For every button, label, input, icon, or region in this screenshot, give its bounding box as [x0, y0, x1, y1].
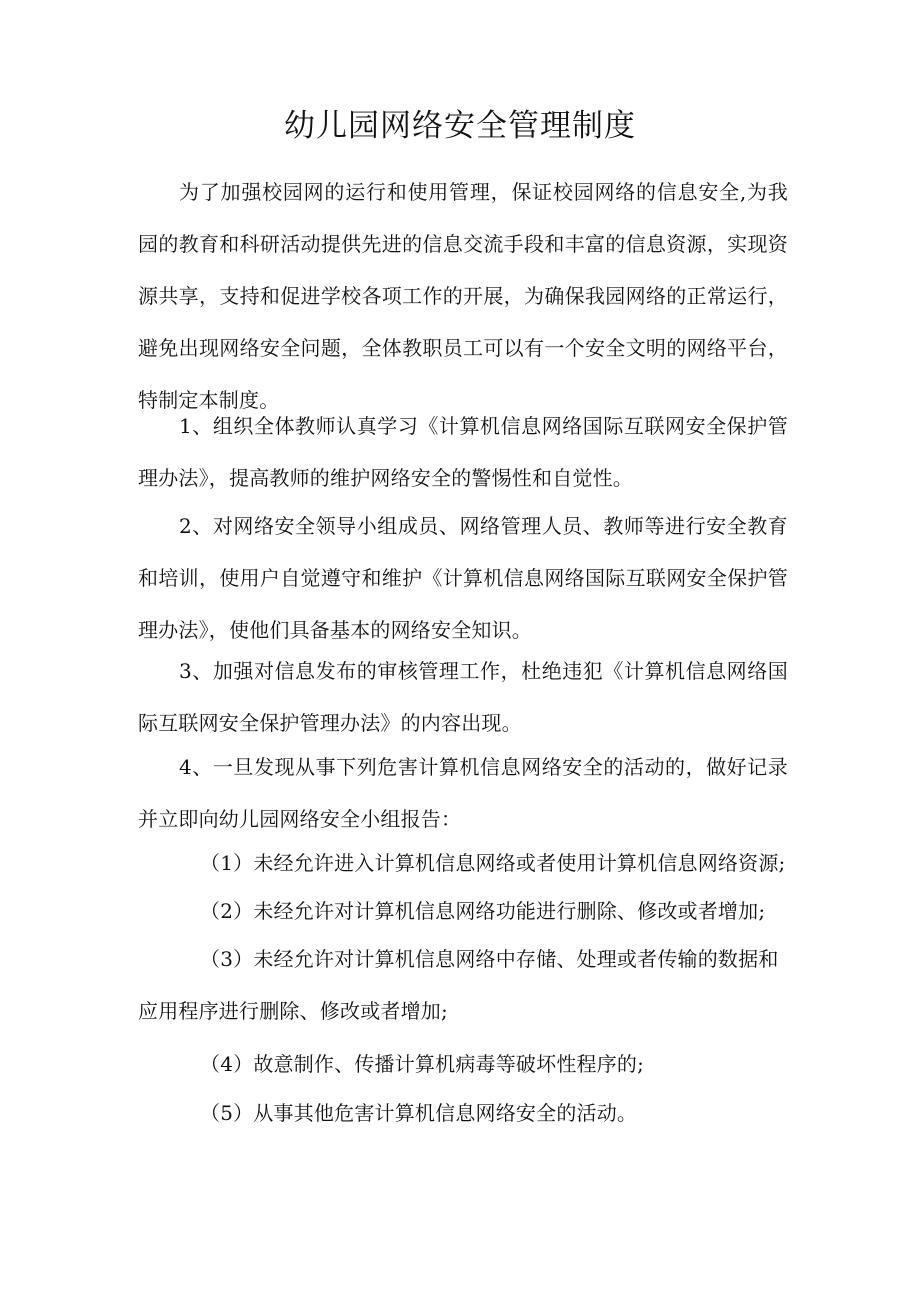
sub-item-3: （3）未经允许对计算机信息网络中存储、处理或者传输的数据和应用程序进行删除、修改或者增加;	[138, 947, 779, 1023]
rule-3: 3、加强对信息发布的审核管理工作，杜绝违犯《计算机信息网络国际互联网安全保护管理办法》的内容出现。	[138, 659, 788, 735]
sub-item-5: （5）从事其他危害计算机信息网络安全的活动。	[200, 1101, 638, 1125]
intro-paragraph: 为了加强校园网的运行和使用管理，保证校园网络的信息安全,为我园的教育和科研活动提供先进的信息交流手段和丰富的信息资源，实现资源共享，支持和促进学校各项工作的开展，为确保我园网络的正常运行，避免出现网络安全问题，全体教职员工可以有一个安全文明的网络平台，特制定本制度。	[138, 180, 788, 412]
rule-1: 1、组织全体教师认真学习《计算机信息网络国际互联网安全保护管理办法》，提高教师的维护网络安全的警惕性和自觉性。	[138, 414, 788, 490]
rule-4: 4、一旦发现从事下列危害计算机信息网络安全的活动的，做好记录并立即向幼儿园网络安全小组报告：	[138, 755, 788, 831]
sub-item-4: （4）故意制作、传播计算机病毒等破坏性程序的;	[200, 1052, 645, 1076]
sub-item-2: （2）未经允许对计算机信息网络功能进行删除、修改或者增加;	[200, 899, 766, 923]
document-title: 幼儿园网络安全管理制度	[284, 108, 636, 144]
rule-2: 2、对网络安全领导小组成员、网络管理人员、教师等进行安全教育和培训，使用户自觉遵守和维护《计算机信息网络国际互联网安全保护管理办法》，使他们具备基本的网络安全知识。	[138, 514, 788, 642]
sub-item-1: （1）未经允许进入计算机信息网络或者使用计算机信息网络资源;	[200, 851, 786, 875]
